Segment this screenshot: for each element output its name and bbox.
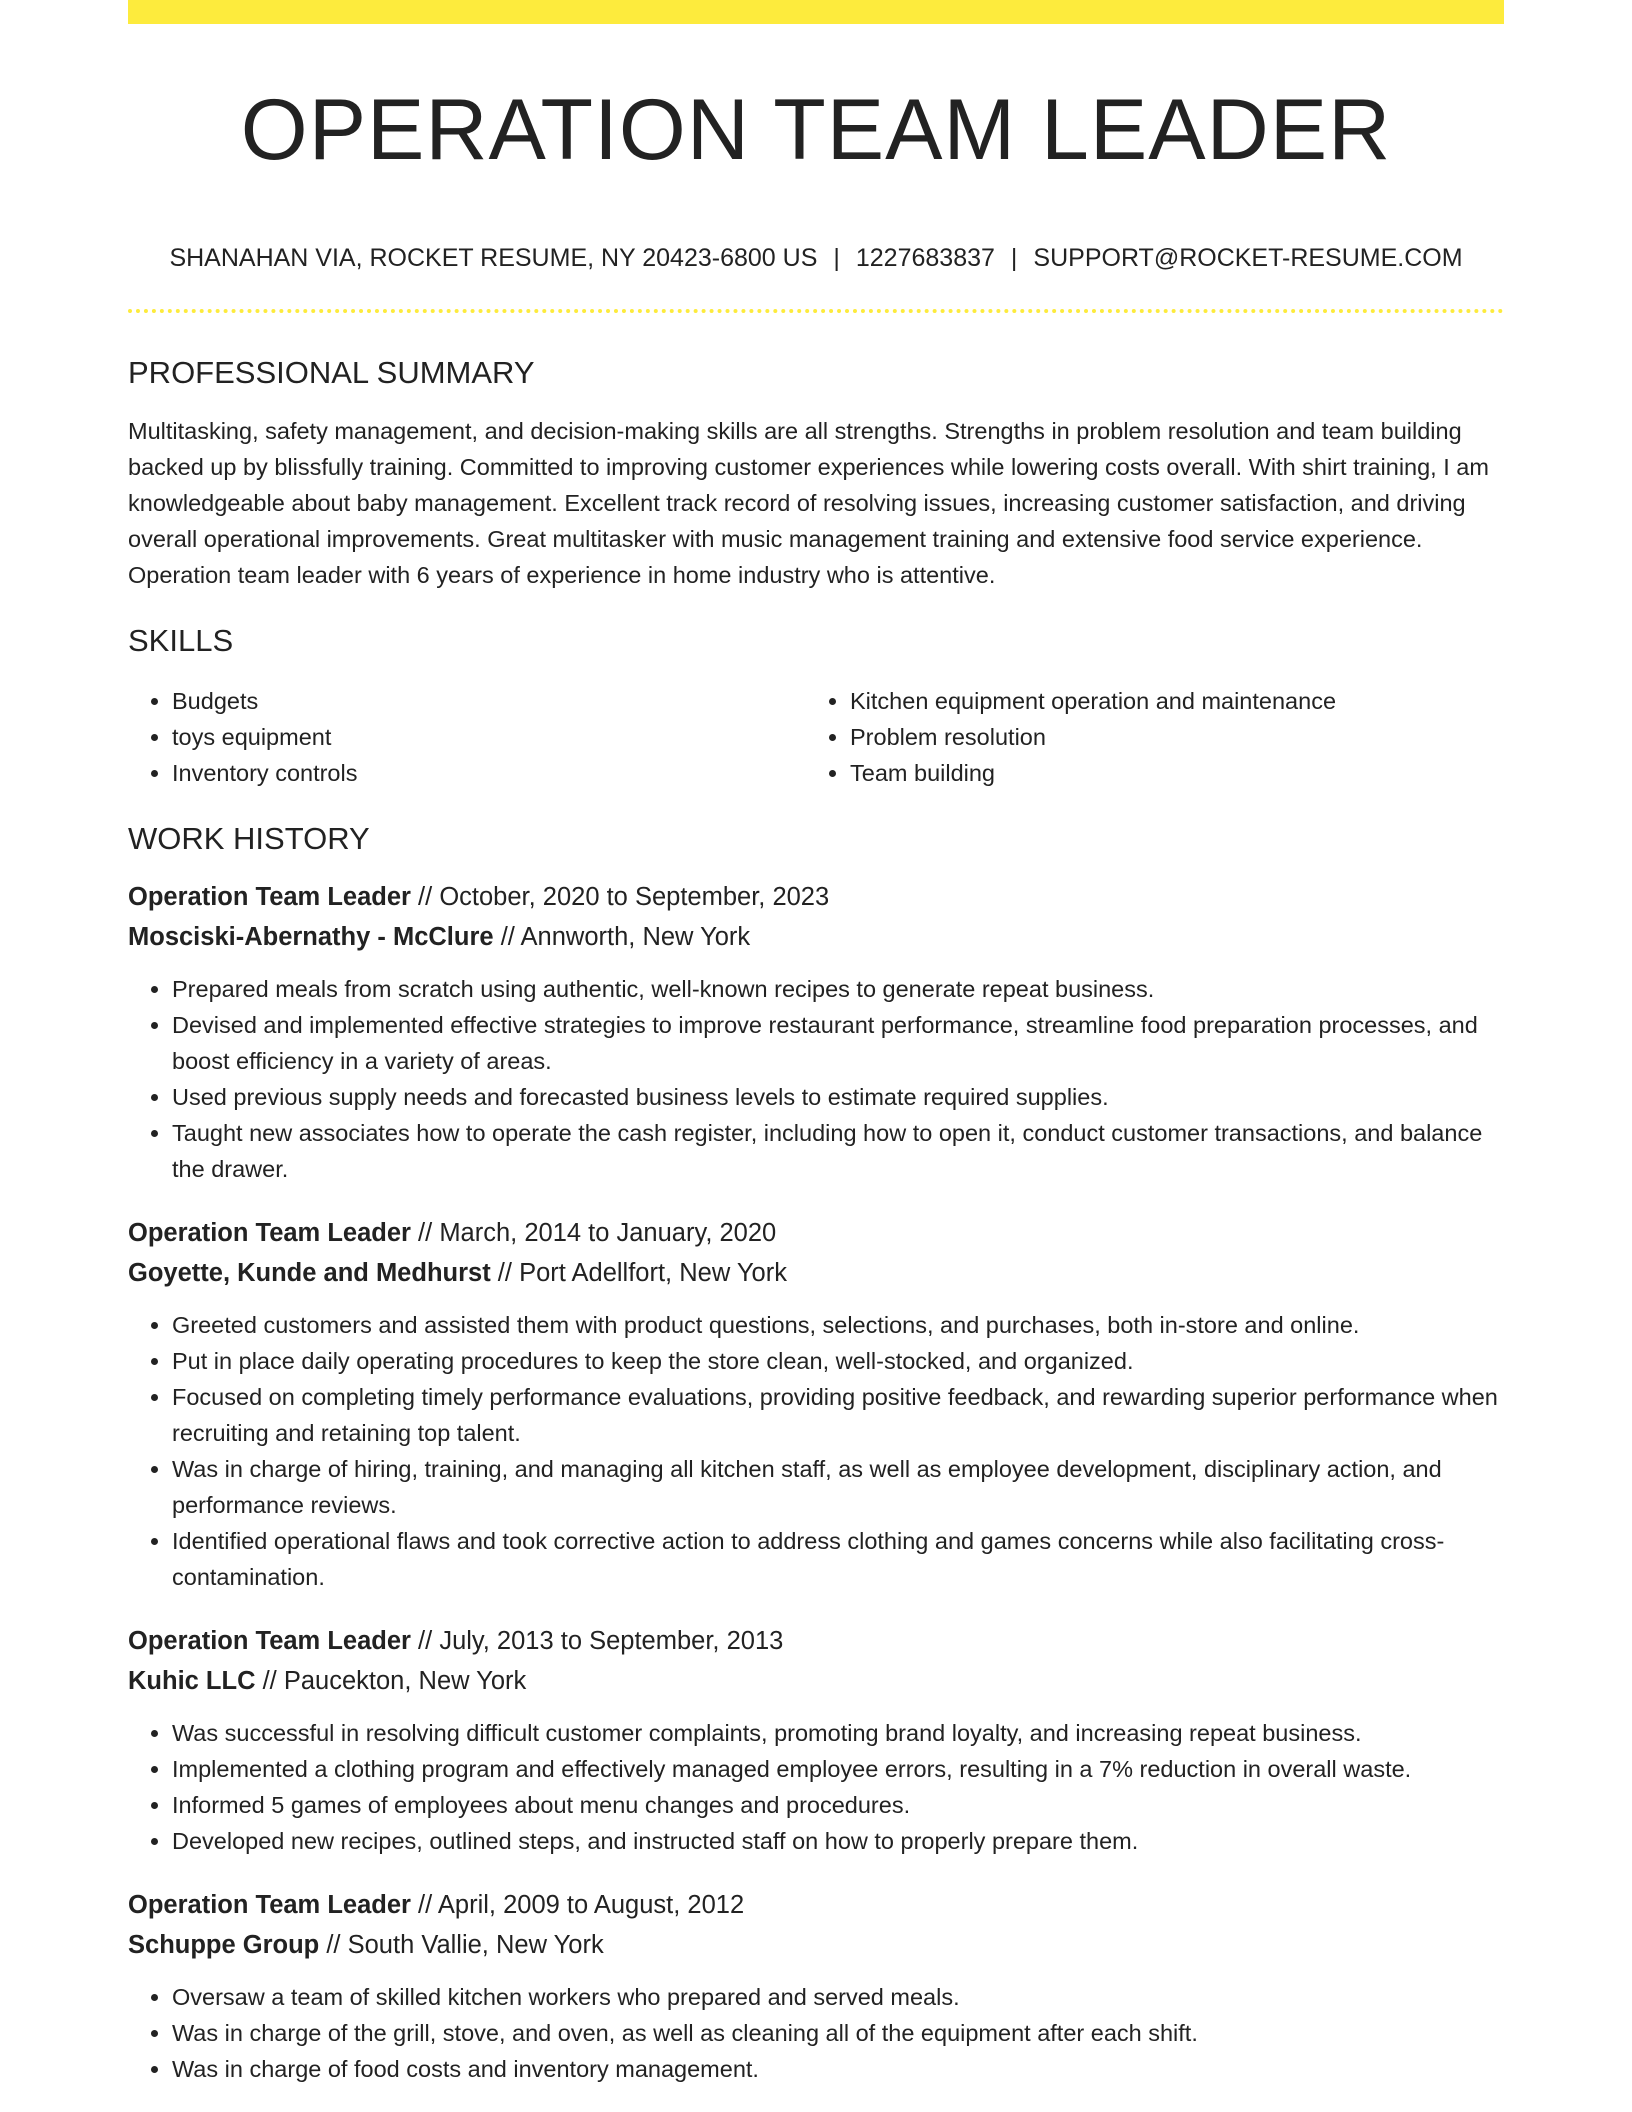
skill-item: • Team building xyxy=(850,755,1484,791)
job-entry xyxy=(128,1621,1504,1859)
job-company-line: Goyette, Kunde and Medhurst // Port Adellfort, New York xyxy=(128,1259,787,1287)
job-role-line: Operation Team Leader // July, 2013 to September, 2013 xyxy=(128,1627,784,1655)
job-entry xyxy=(128,1213,1504,1595)
job-bullet: • Implemented a clothing program and effectively managed employee errors, resulting in a 7% reduction in overall waste. xyxy=(172,1751,1504,1787)
job-company: Schuppe Group xyxy=(128,1931,320,1959)
job-location: South Vallie, New York xyxy=(347,1931,604,1959)
job-dates: July, 2013 to September, 2013 xyxy=(439,1627,784,1655)
job-location: Paucekton, New York xyxy=(283,1667,527,1695)
job-bullets xyxy=(128,1979,1504,2087)
job-dates: March, 2014 to January, 2020 xyxy=(439,1219,777,1247)
job-company: Goyette, Kunde and Medhurst xyxy=(128,1259,491,1287)
summary-heading: PROFESSIONAL SUMMARY xyxy=(128,355,535,390)
skill-item: • Inventory controls xyxy=(172,755,806,791)
job-bullets xyxy=(128,1307,1504,1595)
job-role-line: Operation Team Leader // April, 2009 to August, 2012 xyxy=(128,1891,745,1919)
job-bullets xyxy=(128,1715,1504,1859)
job-role: Operation Team Leader xyxy=(128,1891,411,1919)
job-company: Mosciski-Abernathy - McClure xyxy=(128,923,494,951)
job-entry xyxy=(128,877,1504,1187)
job-bullet: • Was successful in resolving difficult customer complaints, promoting brand loyalty, and increasing repeat business. xyxy=(172,1715,1504,1751)
job-bullet: • Focused on completing timely performance evaluations, providing positive feedback, and rewarding superior performance when recruiting and retaining top talent. xyxy=(172,1379,1504,1451)
job-bullet: • Oversaw a team of skilled kitchen workers who prepared and served meals. xyxy=(172,1979,1504,2015)
summary-text: Multitasking, safety management, and decision-making skills are all strengths. Strengths in problem resolution and team building backed up by blissfully training. Committed to improving customer experiences while lowering costs overall. With shirt training, I am knowledgeable about baby management. Excellent track record of resolving issues, increasing customer satisfaction, and driving overall operational improvements. Great multitasker with music management training and extensive food service experience. Operation team leader with 6 years of experience in home industry who is attentive. xyxy=(128,418,1489,588)
skills-column-right xyxy=(806,683,1484,791)
job-bullet: • Greeted customers and assisted them with product questions, selections, and purchases, both in-store and online. xyxy=(172,1307,1504,1343)
job-entry xyxy=(128,1885,1504,2087)
contact-separator: | xyxy=(833,244,840,272)
job-role: Operation Team Leader xyxy=(128,1627,411,1655)
job-location: Annworth, New York xyxy=(520,923,751,951)
job-role: Operation Team Leader xyxy=(128,1219,411,1247)
job-bullet: • Was in charge of food costs and inventory management. xyxy=(172,2051,1504,2087)
job-dates: April, 2009 to August, 2012 xyxy=(437,1891,745,1919)
job-company-line: Schuppe Group // South Vallie, New York xyxy=(128,1931,604,1959)
skills-list xyxy=(128,683,1504,791)
job-bullet: • Identified operational flaws and took corrective action to address clothing and games concerns while also facilitating cross-contamination. xyxy=(172,1523,1504,1595)
accent-bar xyxy=(128,0,1504,24)
dotted-divider xyxy=(128,309,1504,313)
job-bullet: • Taught new associates how to operate the cash register, including how to open it, conduct customer transactions, and balance the drawer. xyxy=(172,1115,1504,1187)
job-bullet: • Devised and implemented effective strategies to improve restaurant performance, streamline food preparation processes, and boost efficiency in a variety of areas. xyxy=(172,1007,1504,1079)
job-bullet: • Put in place daily operating procedures to keep the store clean, well-stocked, and organized. xyxy=(172,1343,1504,1379)
job-dates: October, 2020 to September, 2023 xyxy=(439,883,830,911)
job-company-line: Mosciski-Abernathy - McClure // Annworth, New York xyxy=(128,923,751,951)
contact-address: SHANAHAN VIA, ROCKET RESUME, NY 20423-6800 US xyxy=(169,244,818,272)
job-location: Port Adellfort, New York xyxy=(519,1259,787,1287)
skills-column-left xyxy=(128,683,806,791)
job-role-line: Operation Team Leader // March, 2014 to January, 2020 xyxy=(128,1219,777,1247)
job-role: Operation Team Leader xyxy=(128,883,411,911)
job-bullet: • Was in charge of the grill, stove, and oven, as well as cleaning all of the equipment after each shift. xyxy=(172,2015,1504,2051)
resume-page xyxy=(128,0,1504,2087)
contact-phone: 1227683837 xyxy=(855,244,995,272)
job-bullets xyxy=(128,971,1504,1187)
job-bullet: • Used previous supply needs and forecasted business levels to estimate required supplies. xyxy=(172,1079,1504,1115)
job-bullet: • Prepared meals from scratch using authentic, well-known recipes to generate repeat business. xyxy=(172,971,1504,1007)
skills-heading: SKILLS xyxy=(128,623,234,658)
job-role-line: Operation Team Leader // October, 2020 to September, 2023 xyxy=(128,883,830,911)
resume-title: OPERATION TEAM LEADER xyxy=(240,82,1392,178)
skill-item: • Kitchen equipment operation and maintenance xyxy=(850,683,1484,719)
work-history-heading: WORK HISTORY xyxy=(128,821,370,856)
contact-line xyxy=(128,242,1504,274)
skill-item: • Problem resolution xyxy=(850,719,1484,755)
contact-separator: | xyxy=(1010,244,1018,272)
job-bullet: • Developed new recipes, outlined steps, and instructed staff on how to properly prepare them. xyxy=(172,1823,1504,1859)
job-company: Kuhic LLC xyxy=(128,1667,256,1695)
skill-item: • toys equipment xyxy=(172,719,806,755)
job-bullet: • Informed 5 games of employees about menu changes and procedures. xyxy=(172,1787,1504,1823)
job-bullet: • Was in charge of hiring, training, and managing all kitchen staff, as well as employee development, disciplinary action, and performance reviews. xyxy=(172,1451,1504,1523)
skill-item: • Budgets xyxy=(172,683,806,719)
contact-email[interactable]: SUPPORT@ROCKET-RESUME.COM xyxy=(1033,244,1463,272)
job-company-line: Kuhic LLC // Paucekton, New York xyxy=(128,1667,527,1695)
